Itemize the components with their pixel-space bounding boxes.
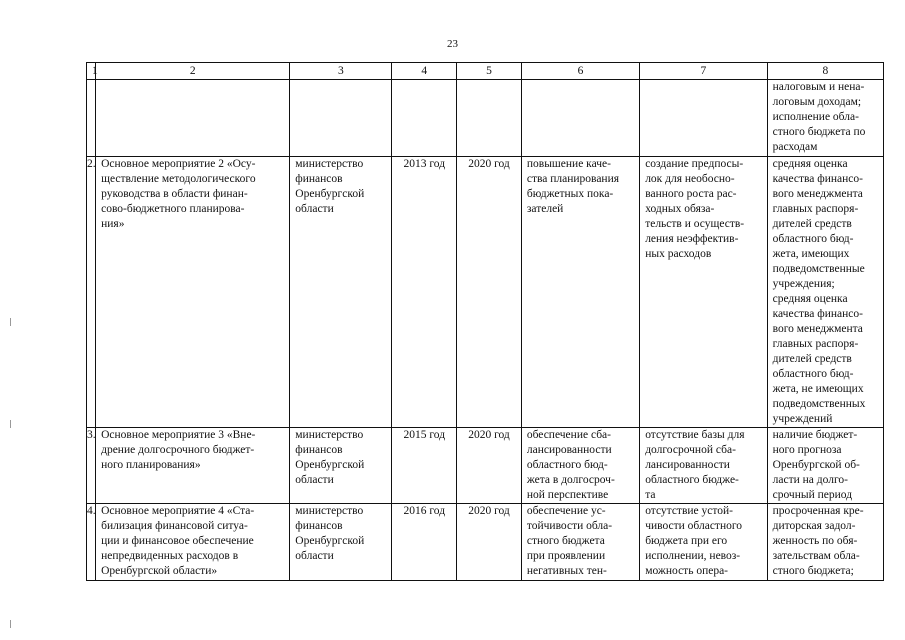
executor: министерство финансов Оренбургской области: [295, 158, 365, 215]
expected-result-cell: [521, 157, 639, 428]
end-year: 2020 год: [457, 428, 522, 504]
column-header: 8: [767, 63, 883, 80]
start-year: 2015 год: [392, 428, 457, 504]
executor: министерство финансов Оренбургской области: [295, 505, 365, 562]
indicators-cell: [767, 504, 883, 581]
executor-cell: [290, 504, 392, 581]
table-row: [87, 157, 884, 428]
column-header: 4: [392, 63, 457, 80]
empty-cell: [87, 80, 96, 157]
end-year: 2020 год: [457, 157, 522, 428]
empty-cell: [457, 80, 522, 157]
table-header-row: [87, 63, 884, 80]
activity-name-cell: [96, 428, 290, 504]
executor-cell: [290, 157, 392, 428]
expected-result: обеспечение сба- лансированности областного бюд- жета в долгосроч- ной перспективе: [526, 429, 615, 501]
indicators: просроченная кре- диторская задол- женность по обя- зательствам обла- стного бюджета;: [772, 505, 864, 577]
indicators-cell: [767, 80, 883, 157]
indicators: наличие бюджет- ного прогноза Оренбургской об- ласти на долго- срочный период: [772, 429, 860, 501]
table-row-continuation: [87, 80, 884, 157]
expected-result: повышение каче- ства планирования бюджетных пока- зателей: [526, 158, 620, 215]
program-activities-table: [86, 62, 884, 581]
consequences-cell: [640, 157, 767, 428]
empty-cell: [96, 80, 290, 157]
scan-margin-mark: [10, 318, 11, 326]
page-number: 23: [447, 38, 458, 50]
row-number: 4.: [87, 504, 96, 581]
column-header: 6: [521, 63, 639, 80]
expected-result: обеспечение ус- тойчивости обла- стного бюджета при проявлении негативных тен-: [526, 505, 613, 577]
empty-cell: [290, 80, 392, 157]
activity-name: Основное мероприятие 4 «Ста- билизация финансовой ситуа- ции и финансовое обеспечение непредвиденных расходов в Оренбургской области»: [101, 505, 255, 577]
empty-cell: [521, 80, 639, 157]
row-number: 2.: [87, 157, 96, 428]
table-row: [87, 428, 884, 504]
indicators: средняя оценка качества финансо- вого менеджмента главных распоря- дителей средств областного бюд- жета, имеющих подведомственные учреждения; средняя оценка качества финансо- вого менеджмента главных распоря- дителей средств областного бюд- жета, не имеющих подведомственных учреждений: [772, 158, 866, 425]
expected-result-cell: [521, 504, 639, 581]
table-row: [87, 504, 884, 581]
consequences-cell: [640, 504, 767, 581]
column-header: 7: [640, 63, 767, 80]
scan-margin-mark: [10, 420, 11, 428]
activity-name: Основное мероприятие 3 «Вне- дрение долгосрочного бюджет- ного планирования»: [101, 429, 256, 471]
end-year: 2020 год: [457, 504, 522, 581]
indicators-cell: [767, 157, 883, 428]
consequences: отсутствие базы для долгосрочной сба- лансированности областного бюдже- та: [645, 429, 745, 501]
empty-cell: [640, 80, 767, 157]
executor: министерство финансов Оренбургской области: [295, 429, 365, 486]
column-header: 1: [87, 63, 96, 80]
activity-name-cell: [96, 157, 290, 428]
expected-result-cell: [521, 428, 639, 504]
start-year: 2013 год: [392, 157, 457, 428]
column-header: 5: [457, 63, 522, 80]
start-year: 2016 год: [392, 504, 457, 581]
column-header: 2: [96, 63, 290, 80]
activity-name: Основное мероприятие 2 «Осу- ществление методологического руководства в области финан- сово-бюджетного планирова- ния»: [101, 158, 256, 230]
activity-name-cell: [96, 504, 290, 581]
indicators-cell: [767, 428, 883, 504]
consequences-cell: [640, 428, 767, 504]
empty-cell: [392, 80, 457, 157]
column-header: 3: [290, 63, 392, 80]
consequences: создание предпосы- лок для необосно- ванного роста рас- ходных обяза- тельств и осуществ- ления неэффектив- ных расходов: [645, 158, 745, 260]
consequences: отсутствие устой- чивости областного бюджета при его исполнении, невоз- можность опера-: [645, 505, 743, 577]
row-number: 3.: [87, 428, 96, 504]
scan-margin-mark: [10, 620, 11, 628]
indicators-text: налоговым и нена- логовым доходам; исполнение обла- стного бюджета по расходам: [772, 81, 866, 153]
executor-cell: [290, 428, 392, 504]
